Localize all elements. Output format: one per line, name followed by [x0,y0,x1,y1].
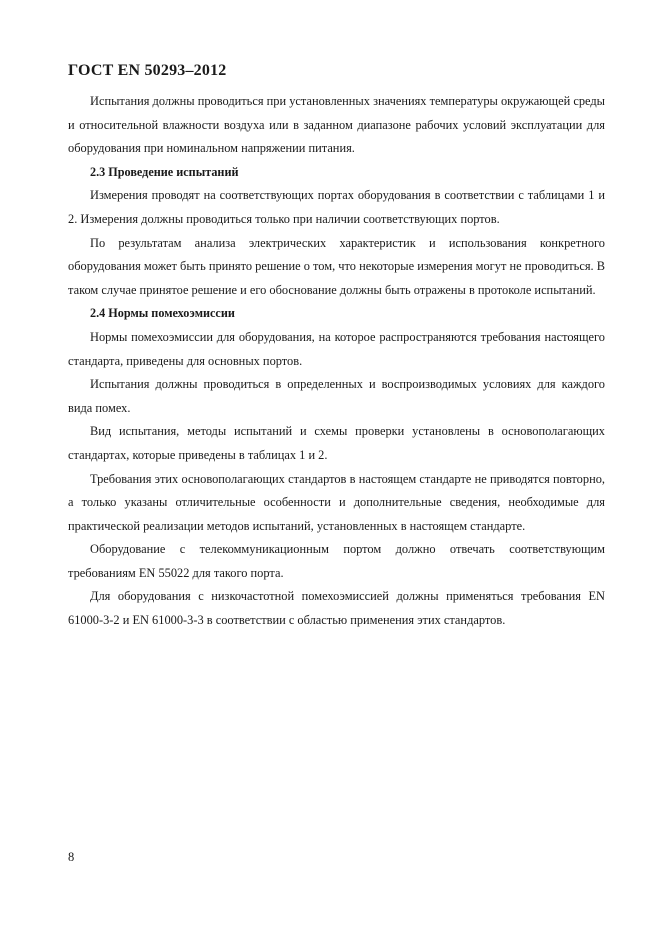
section-2-3 [68,161,605,303]
document-header-title: ГОСТ EN 50293–2012 [68,62,227,79]
section-heading: 2.4 Нормы помехоэмиссии [90,306,235,321]
page-number: 8 [68,850,75,864]
paragraph: Испытания должны проводиться в определенных и воспроизводимых условиях для каждого вида помех. [68,377,605,415]
paragraph: По результатам анализа электрических характеристик и использования конкретного оборудования может быть принято решение о том, что некоторые измерения могут не проводиться. В таком случае принятое решение и его обоснование должны быть отражены в протоколе испытаний. [68,235,605,297]
paragraph: Измерения проводят на соответствующих портах оборудования в соответствии с таблицами 1 и 2. Измерения должны проводиться только при наличии соответствующих портов. [68,188,605,226]
section-heading: 2.3 Проведение испытаний [90,164,239,179]
paragraph: Вид испытания, методы испытаний и схемы проверки установлены в основополагающих стандартах, которые приведены в таблицах 1 и 2. [68,424,605,462]
paragraph: Для оборудования с низкочастотной помехоэмиссией должны применяться требования EN 61000-3-2 и EN 61000-3-3 в соответствии с областью применения этих стандартов. [68,589,605,628]
document-body [68,90,605,633]
paragraph: Оборудование с телекоммуникационным портом должно отвечать соответствующим требованиям EN 55022 для такого порта. [68,542,605,580]
section-2-4 [68,302,605,632]
intro-paragraph: Испытания должны проводиться при установленных значениях температуры окружающей среды и относительной влажности воздуха или в заданном диапазоне рабочих условий эксплуатации для оборудования при номинальном напряжении питания. [68,94,605,156]
paragraph: Нормы помехоэмиссии для оборудования, на которое распространяются требования настоящего стандарта, приведены для основных портов. [68,329,605,368]
paragraph: Требования этих основополагающих стандартов в настоящем стандарте не приводятся повторно, а только указаны отличительные особенности и дополнительные сведения, необходимые для практической реализации методов испытаний, установленных в настоящем стандарте. [68,471,605,533]
